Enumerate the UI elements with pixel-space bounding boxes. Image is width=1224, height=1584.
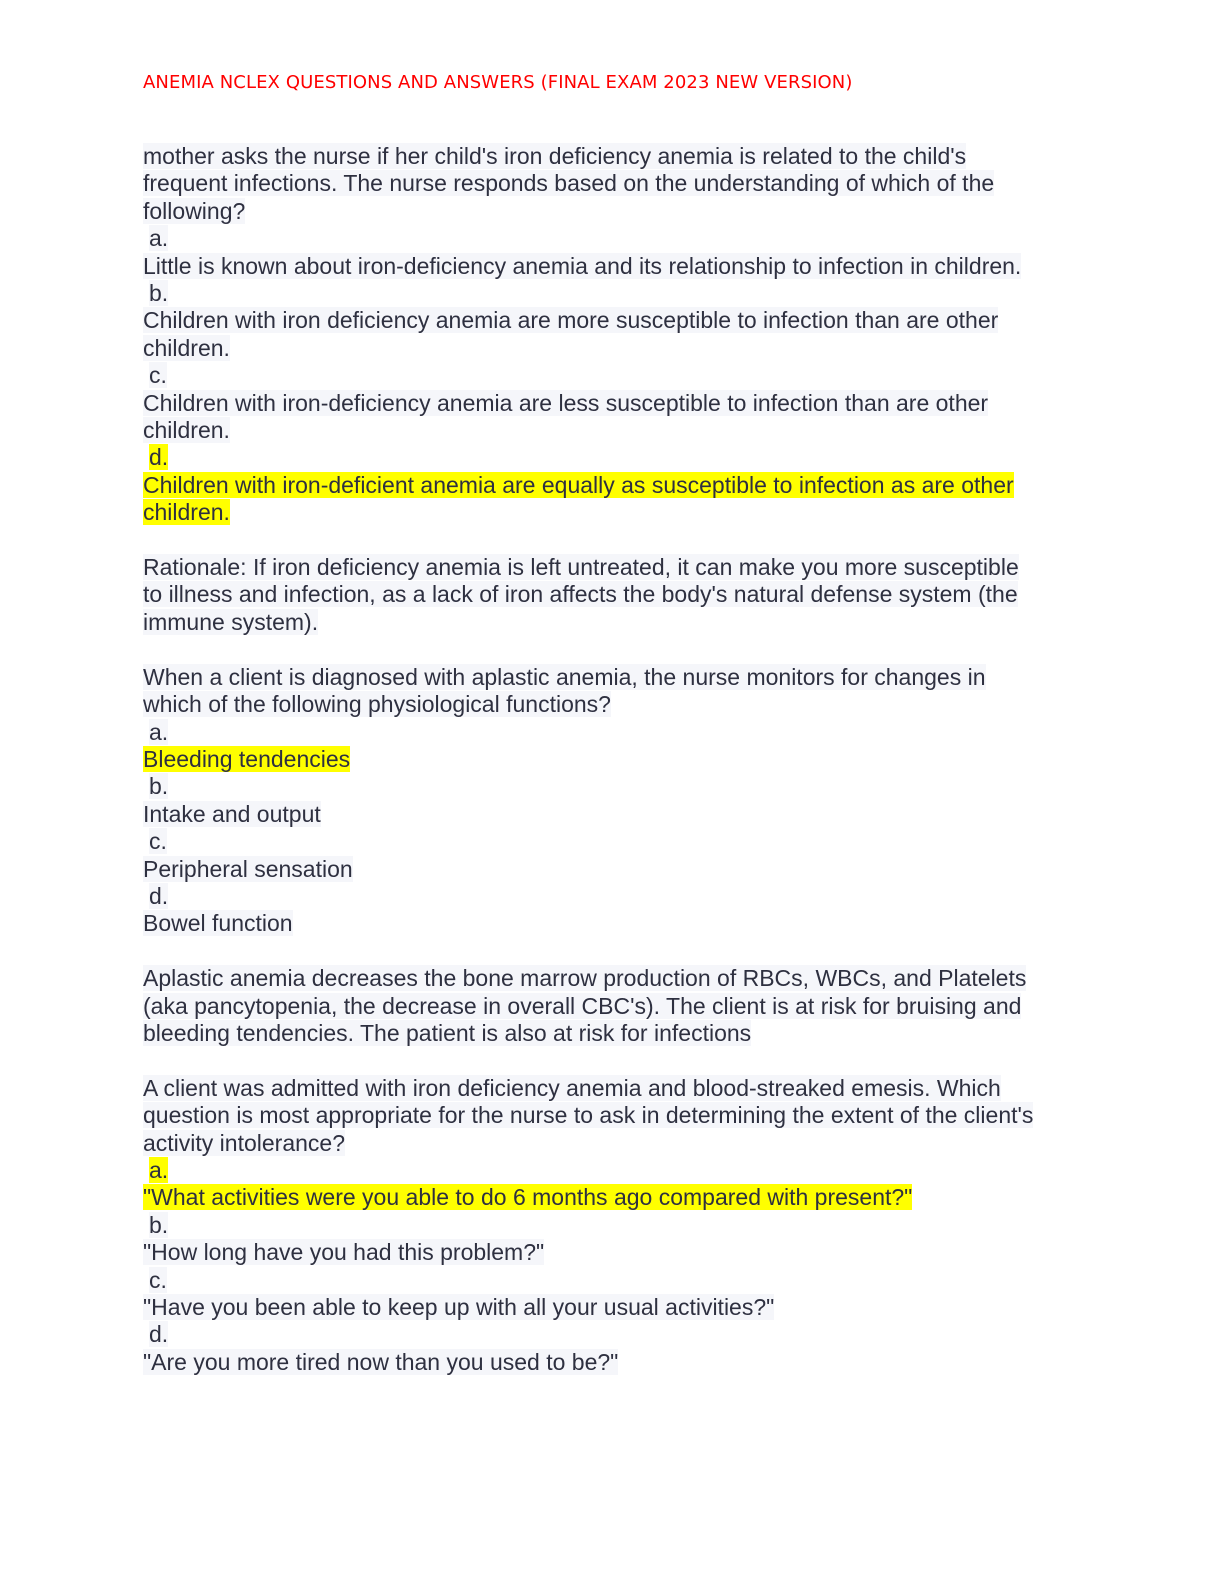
correct-option-d-letter: d. [149,444,169,471]
question-3 [143,1075,1103,1376]
question-text-line: A client was admitted with iron deficiency anemia and blood-streaked emesis. Which [143,1074,1001,1101]
option-b-text: Children with iron deficiency anemia are more susceptible to infection than are other [143,307,999,334]
rationale-line: bleeding tendencies. The patient is also at risk for infections [143,1019,752,1046]
question-text-line: When a client is diagnosed with aplastic anemia, the nurse monitors for changes in [143,663,986,690]
question-1-rationale [143,554,1103,636]
option-b-text: "How long have you had this problem?" [143,1239,545,1266]
option-a-letter: a. [149,718,169,745]
rationale-line: to illness and infection, as a lack of iron affects the body's natural defense system (the [143,581,1018,608]
question-2 [143,664,1103,1048]
rationale-line: Rationale: If iron deficiency anemia is left untreated, it can make you more susceptible [143,554,1019,581]
question-2-rationale [143,965,1103,1047]
question-text-line: frequent infections. The nurse responds based on the understanding of which of the [143,170,995,197]
question-2-stem [143,664,1103,719]
option-b-letter: b. [149,280,169,307]
option-b-letter: b. [149,773,169,800]
document-body [143,143,1103,1376]
option-c-text: children. [143,417,230,444]
option-c-letter: c. [149,362,167,389]
option-b-text: children. [143,334,230,361]
option-c-letter: c. [149,1266,167,1293]
correct-option-a-letter: a. [149,1156,169,1183]
option-a-letter: a. [149,225,169,252]
option-d-text: "Are you more tired now than you used to be?" [143,1348,619,1375]
question-3-stem [143,1075,1103,1157]
document-header-title: ANEMIA NCLEX QUESTIONS AND ANSWERS (FINAL EXAM 2023 NEW VERSION) [143,72,853,93]
option-c-text: Children with iron-deficiency anemia are less susceptible to infection than are other [143,389,989,416]
question-text-line: which of the following physiological functions? [143,691,611,718]
question-text-line: question is most appropriate for the nurse to ask in determining the extent of the client's [143,1102,1034,1129]
option-d-text: Bowel function [143,910,293,937]
rationale-line: (aka pancytopenia, the decrease in overall CBC's). The client is at risk for bruising and [143,992,1022,1019]
option-d-letter: d. [149,1321,169,1348]
option-c-letter: c. [149,828,167,855]
question-1-stem [143,143,1103,225]
rationale-line: Aplastic anemia decreases the bone marrow production of RBCs, WBCs, and Platelets [143,965,1027,992]
question-text-line: following? [143,197,246,224]
option-b-letter: b. [149,1211,169,1238]
option-a-text: Little is known about iron-deficiency anemia and its relationship to infection in children. [143,252,1022,279]
question-1 [143,143,1103,636]
rationale-line: immune system). [143,608,319,635]
option-c-text: "Have you been able to keep up with all your usual activities?" [143,1294,775,1320]
correct-option-a-text: "What activities were you able to do 6 months ago compared with present?" [143,1184,913,1211]
option-b-text: Intake and output [143,800,321,827]
option-c-text: Peripheral sensation [143,855,353,882]
question-text-line: mother asks the nurse if her child's iron deficiency anemia is related to the child's [143,143,967,169]
question-text-line: activity intolerance? [143,1129,345,1156]
correct-option-d-text: Children with iron-deficient anemia are equally as susceptible to infection as are other [143,471,1014,498]
correct-option-a-text: Bleeding tendencies [143,745,351,772]
option-d-letter: d. [149,882,169,909]
correct-option-d-text: children. [143,499,230,526]
